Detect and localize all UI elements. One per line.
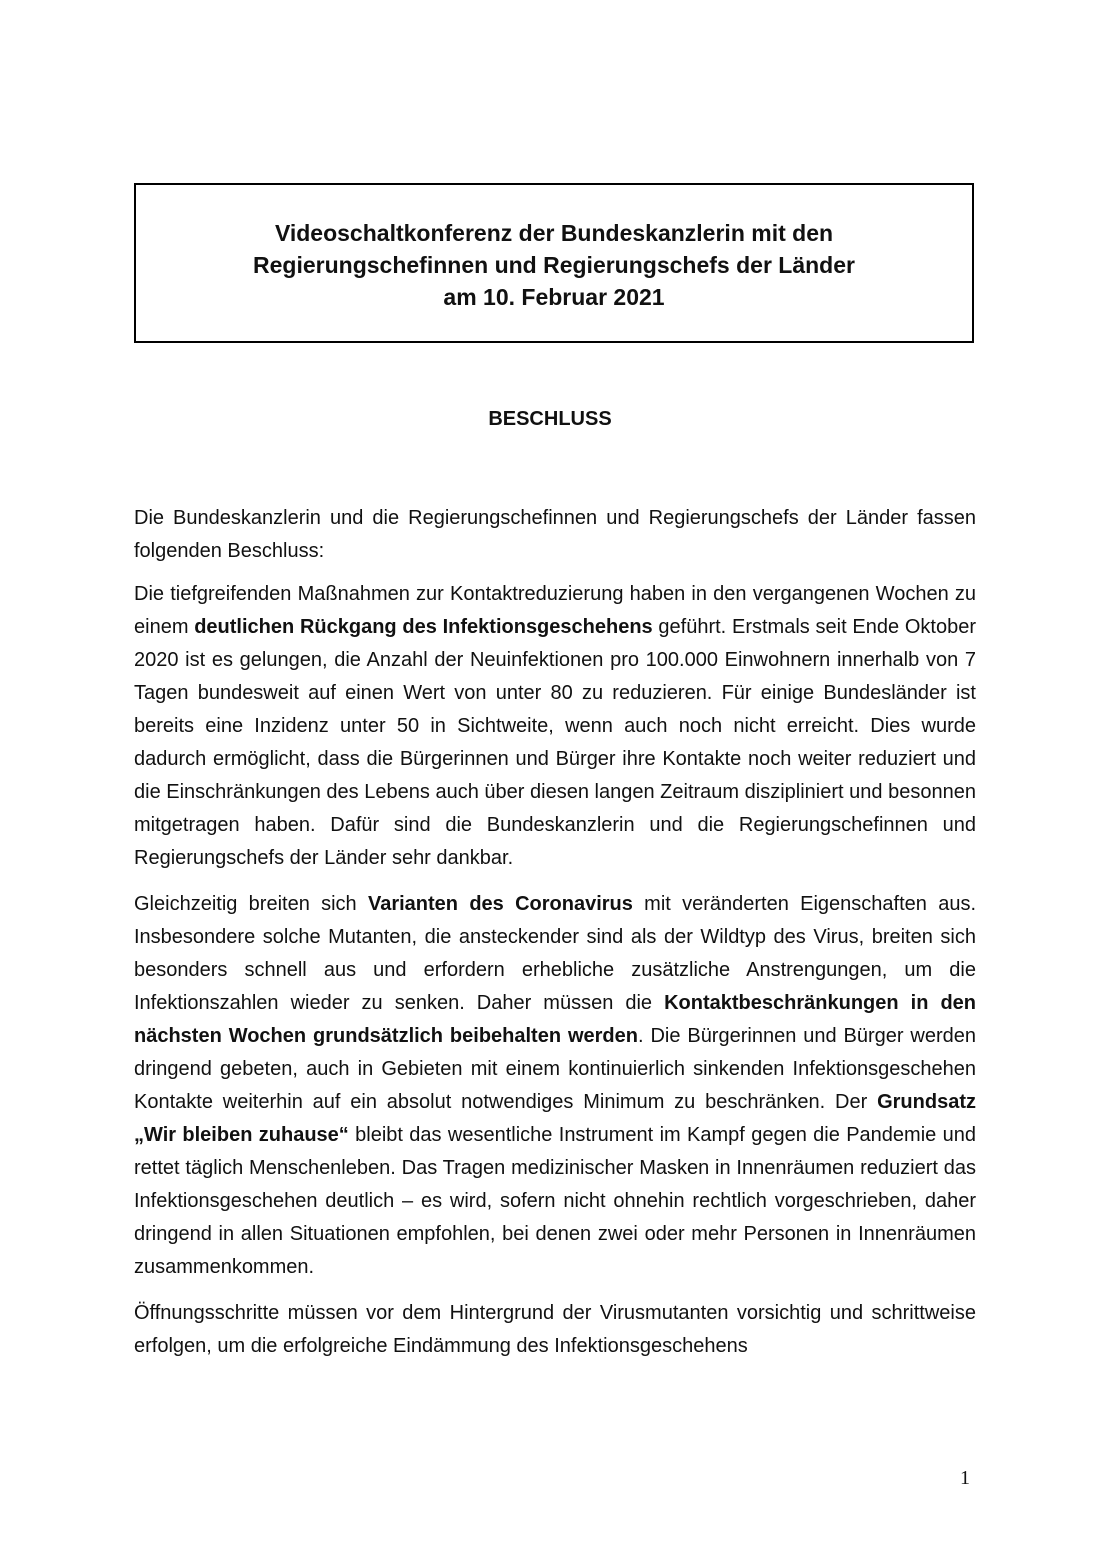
paragraph-intro — [134, 502, 976, 568]
emphasis-text: Kontaktbeschränkungen in den nächsten Wochen grundsätzlich beibehalten werden — [134, 992, 977, 1047]
text-segment: Gleichzeitig breiten sich — [134, 893, 368, 915]
text-segment: mit veränderten Eigenschaften aus. Insbesondere solche Mutanten, die ansteckender sind als der Wildtyp des Virus, breiten sich besonders schnell aus und erfordern erhebliche zusätzliche Anstrengungen, um die Infektionszahlen wieder zu senken. Daher müssen die — [134, 893, 976, 1014]
page-number: 1 — [960, 1467, 970, 1489]
paragraph-opening-steps — [134, 1297, 976, 1363]
title-line-1: Videoschaltkonferenz der Bundeskanzlerin mit den — [274, 220, 834, 246]
paragraph-infection-decline — [134, 578, 976, 875]
text-segment: geführt. Erstmals seit Ende Oktober 2020 ist es gelungen, die Anzahl der Neuinfektionen pro 100.000 Einwohnern innerhalb von 7 Tagen bundesweit auf einen Wert von unter 80 zu reduzieren. Für einige Bundesländer ist bereits eine Inzidenz unter 50 in Sichtweite, wenn auch noch nicht erreicht. Dies wurde dadurch ermöglicht, dass die Bürgerinnen und Bürger ihre Kontakte noch weiter reduziert und die Einschränkungen des Lebens auch über diesen langen Zeitraum diszipliniert und besonnen mitgetragen haben. Dafür sind die Bundeskanzlerin und die Regierungschefinnen und Regierungschefs der Länder sehr dankbar. — [134, 616, 976, 869]
paragraph-intro-text: Die Bundeskanzlerin und die Regierungschefinnen und Regierungschefs der Länder fassen folgenden Beschluss: — [134, 507, 976, 562]
paragraph-opening-text: Öffnungsschritte müssen vor dem Hintergrund der Virusmutanten vorsichtig und schrittweise erfolgen, um die erfolgreiche Eindämmung des Infektionsgeschehens — [134, 1302, 976, 1357]
text-segment: Die tiefgreifenden Maßnahmen zur Kontaktreduzierung haben in den vergangenen Wochen zu einem — [134, 583, 976, 638]
paragraph-variants — [134, 888, 976, 1284]
text-segment: bleibt das wesentliche Instrument im Kampf gegen die Pandemie und rettet täglich Menschenleben. Das Tragen medizinischer Masken in Innenräumen reduziert das Infektionsgeschehen deutlich – es wird, sofern nicht ohnehin rechtlich vorgeschrieben, daher dringend in allen Situationen empfohlen, bei denen zwei oder mehr Personen in Innenräumen zusammenkommen. — [134, 1124, 976, 1278]
title-line-2: Regierungschefinnen und Regierungschefs der Länder — [253, 252, 855, 278]
title-line-3: am 10. Februar 2021 — [443, 284, 665, 310]
title-box — [134, 183, 974, 343]
section-heading: BESCHLUSS — [488, 408, 612, 430]
text-segment: . Die Bürgerinnen und Bürger werden dringend gebeten, auch in Gebieten mit einem kontinuierlich sinkenden Infektionsgeschehen Kontakte weiterhin auf ein absolut notwendiges Minimum zu beschränken. Der — [134, 1025, 977, 1113]
document-body — [134, 502, 976, 1376]
emphasis-text: Grundsatz „Wir bleiben zuhause“ — [134, 1091, 976, 1146]
emphasis-text: Varianten des Coronavirus — [367, 893, 633, 915]
emphasis-text: deutlichen Rückgang des Infektionsgeschehens — [194, 616, 653, 638]
